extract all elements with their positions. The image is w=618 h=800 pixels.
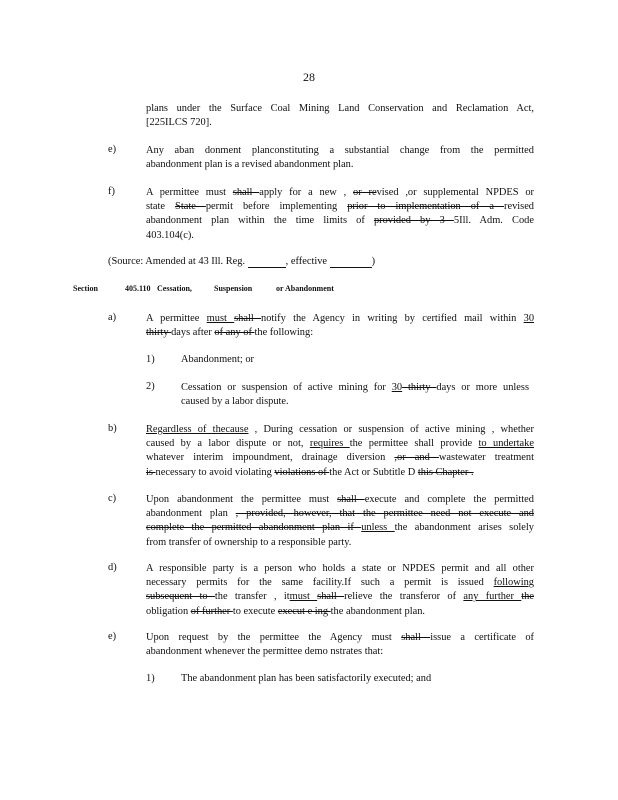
- sub-item-paragraph: [181, 381, 529, 409]
- text-line: A responsible party is a person who holds a state or NPDES permit and all other: [146, 563, 534, 574]
- paragraph-e2: [146, 631, 534, 659]
- sub-item-label: 1): [146, 354, 155, 365]
- item-label: c): [108, 493, 117, 504]
- text-line: A permittee must shall apply for a new , or revised ,or supplemental NPDES or: [146, 187, 534, 198]
- source-note: (Source: Amended at 43 Ill. Reg. , effective ): [108, 256, 376, 267]
- text-line: Regardless of thecause , During cessation or suspension of active mining , whether: [146, 424, 534, 435]
- text-line: [225ILCS 720].: [146, 117, 212, 129]
- item-label: a): [108, 312, 117, 323]
- text-line: necessary permits for the same facility.If such a permit is issued following: [146, 577, 534, 589]
- text-line: subsequent to the transfer , itmust shall relieve the transferor of any further the: [146, 591, 534, 603]
- sub-item-text: Abandonment; or: [181, 354, 255, 365]
- text-line: thirty days after of any of the following:: [146, 327, 314, 339]
- sub-item-label: 2): [146, 381, 155, 392]
- text-line: is necessary to avoid violating violations of the Act or Subtitle D this Chapter .: [146, 466, 474, 478]
- text-line: abandonment plan , provided, however, that the permittee need not execute and: [146, 508, 535, 520]
- text-line: Upon request by the permittee the Agency must shall issue a certificate of: [146, 632, 534, 643]
- paragraph-c: [146, 493, 534, 550]
- text-line: from transfer of ownership to a responsible party.: [146, 536, 352, 548]
- section-title-word: Cessation,: [157, 284, 192, 293]
- paragraph-d: [146, 562, 534, 619]
- sub-item-label: 1): [146, 673, 155, 684]
- text-line: obligation of further to execute execut e ing the abandonment plan.: [146, 605, 426, 617]
- paragraph-b: [146, 423, 534, 480]
- paragraph-f: [146, 186, 534, 243]
- section-title-word: or Abandonment: [276, 284, 334, 293]
- continuation-paragraph: [146, 102, 534, 130]
- paragraph-e: [146, 144, 534, 172]
- text-line: whatever interim impoundment, drainage diversion ,or and wastewater treatment: [146, 452, 534, 464]
- text-line: complete the permitted abandonment plan if unless the abandonment arises solely: [146, 522, 534, 534]
- item-label: d): [108, 562, 117, 573]
- text-line: caused by a labor dispute or not, requires the permittee shall provide to undertake: [146, 438, 534, 450]
- text-line: Cessation or suspension of active mining for 30 thirty days or more unless: [181, 382, 529, 393]
- page-number: 28: [303, 70, 315, 84]
- text-line: Any aban donment planconstituting a substantial change from the permitted: [146, 145, 534, 156]
- text-line: abandonment whenever the permittee demo nstrates that:: [146, 646, 384, 658]
- item-label: e): [108, 144, 117, 155]
- section-title-word: Suspension: [214, 284, 253, 293]
- text-line: Upon abandonment the permittee must shall execute and complete the permitted: [146, 494, 534, 505]
- item-label: e): [108, 631, 117, 642]
- text-line: plans under the Surface Coal Mining Land Conservation and Reclamation Act,: [146, 103, 534, 114]
- text-line: 403.104(c).: [146, 229, 194, 241]
- sub-item-text: The abandonment plan has been satisfactorily executed; and: [181, 673, 432, 684]
- text-line: caused by a labor dispute.: [181, 396, 289, 408]
- text-line: abandonment plan is a revised abandonment plan.: [146, 159, 354, 171]
- text-line: abandonment plan within the time limits of provided by 3 5Ill. Adm. Code: [146, 215, 534, 227]
- item-label: f): [108, 186, 115, 197]
- section-number: 405.110: [125, 284, 151, 293]
- section-label: Section: [73, 284, 98, 293]
- paragraph-a: [146, 312, 534, 340]
- text-line: A permittee must shall notify the Agency in writing by certified mail within 30: [146, 313, 535, 324]
- text-line: state State permit before implementing prior to implementation of a revised: [146, 201, 535, 213]
- item-label: b): [108, 423, 117, 434]
